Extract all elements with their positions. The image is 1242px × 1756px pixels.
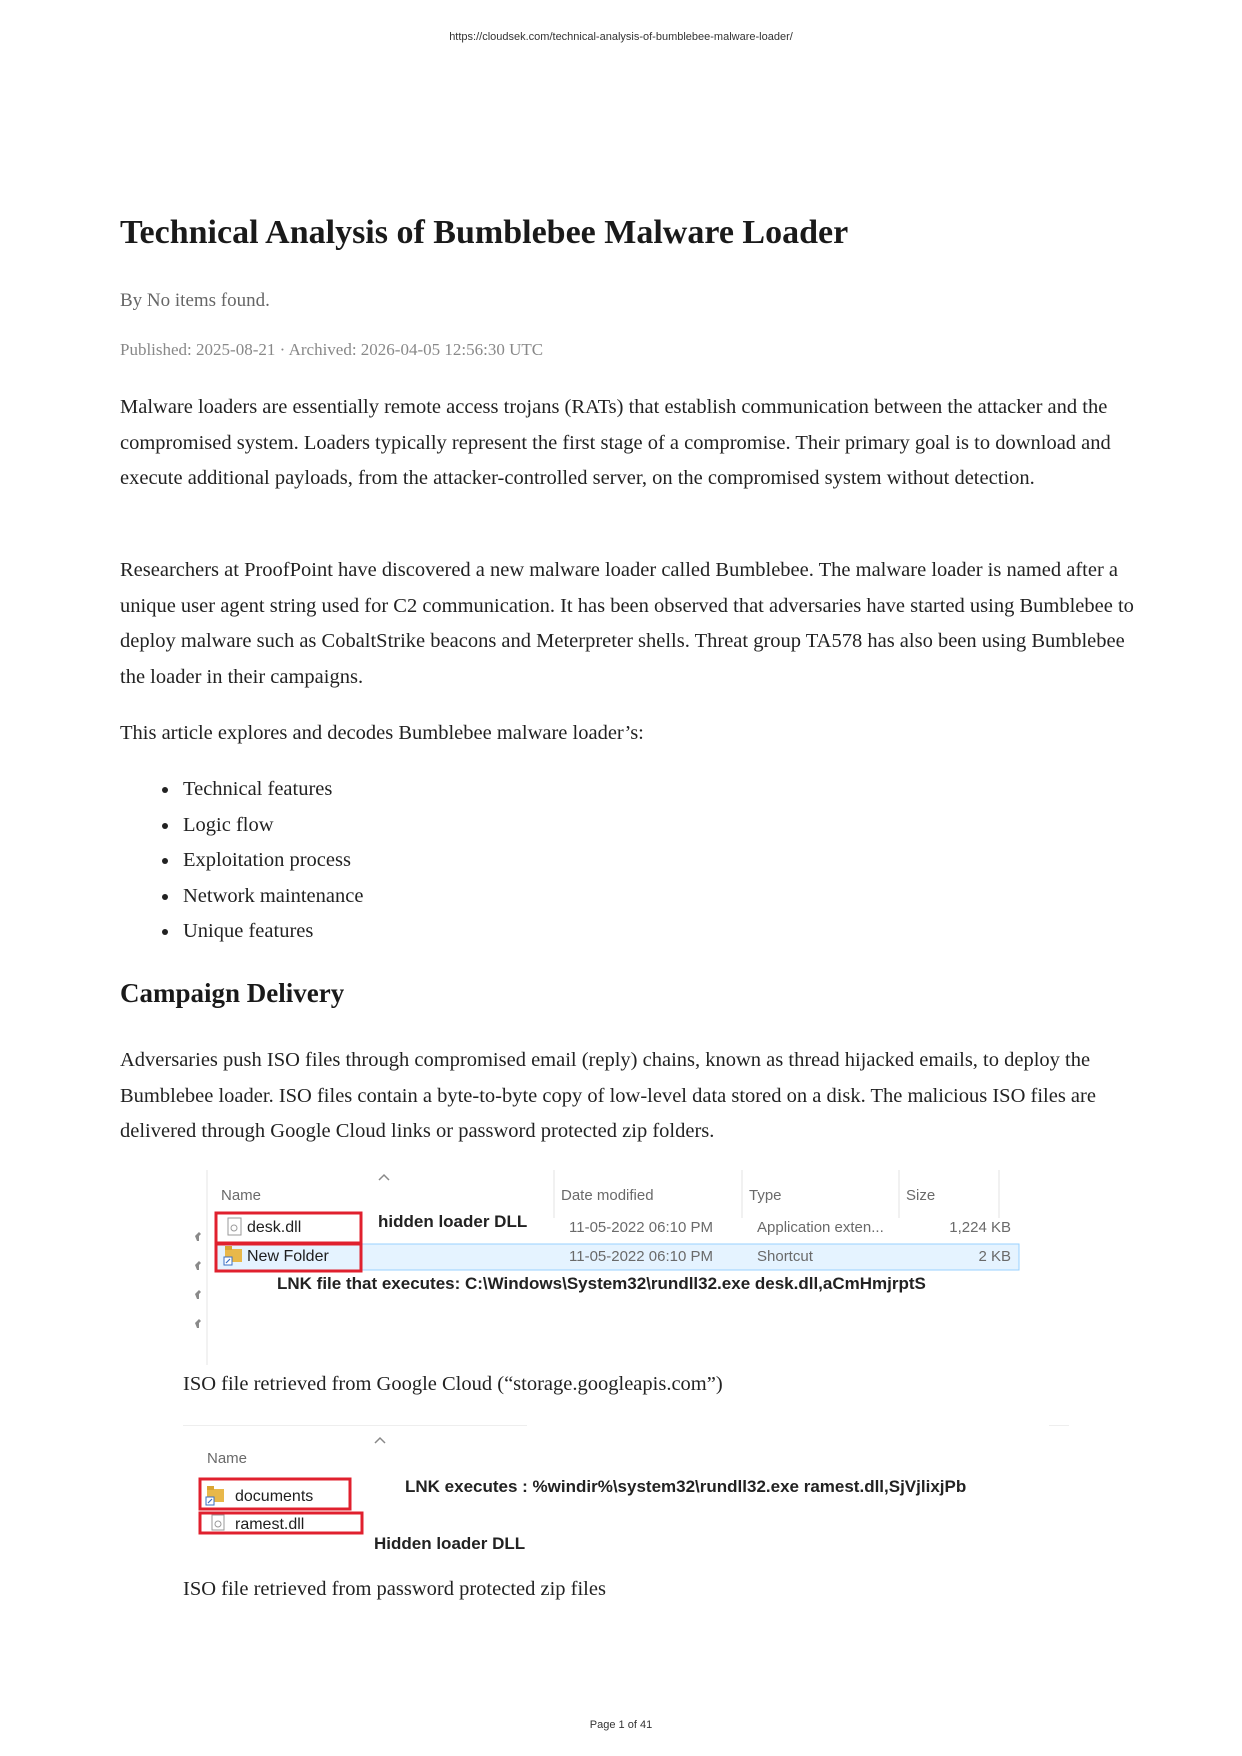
- paragraph-proofpoint: Researchers at ProofPoint have discovered a new malware loader called Bumblebee. The malware loader is named after a unique user agent string used for C2 communication. It has been observed that adversaries have started using Bumblebee to deploy malware such as CobaltStrike beacons and Meterpreter shells. Threat group TA578 has also been using Bumblebee the loader in their campaigns.: [120, 559, 1134, 688]
- table-row: [228, 1218, 1011, 1236]
- figure-explorer-google-cloud: [195, 1170, 1125, 1365]
- list-item: Network maintenance: [183, 879, 363, 915]
- file-type: Application exten...: [757, 1219, 884, 1236]
- file-type: Shortcut: [757, 1248, 813, 1265]
- file-name: documents: [235, 1488, 314, 1505]
- file-name: ramest.dll: [235, 1516, 305, 1533]
- list-item: Exploitation process: [183, 843, 363, 879]
- dll-file-icon: [228, 1218, 241, 1235]
- feature-list: [120, 772, 363, 950]
- table-row: [206, 1486, 313, 1505]
- table-row: [212, 1515, 304, 1533]
- pin-icon: [195, 1232, 201, 1328]
- annotation-hidden-loader: hidden loader DLL: [378, 1212, 528, 1231]
- section-heading: Campaign Delivery: [120, 978, 345, 1008]
- chevron-up-icon: [379, 1175, 389, 1180]
- paragraph-campaign: Adversaries push ISO files through compromised email (reply) chains, known as thread hijacked emails, to deploy the Bumblebee loader. ISO files contain a byte-to-byte copy of low-level data stored on a disk. The malicious ISO files are delivered through Google Cloud links or password protected zip folders.: [120, 1049, 1096, 1142]
- figure-caption: ISO file retrieved from password protected zip files: [183, 1578, 606, 1600]
- column-header-date: Date modified: [561, 1187, 654, 1204]
- publish-meta: Published: 2025-08-21 · Archived: 2026-04-05 12:56:30 UTC: [120, 340, 544, 359]
- figure-explorer-zip: [183, 1425, 1083, 1570]
- paragraph-intro: Malware loaders are essentially remote access trojans (RATs) that establish communication between the attacker and the compromised system. Loaders typically represent the first stage of a compromise. Their primary goal is to download and execute additional payloads, from the attacker-controlled server, on the compromised system without detection.: [120, 396, 1111, 489]
- paragraph-explores: This article explores and decodes Bumblebee malware loader’s:: [120, 722, 644, 744]
- chevron-up-icon: [375, 1438, 385, 1443]
- file-size: 2 KB: [978, 1248, 1011, 1265]
- annotation-lnk: LNK executes : %windir%\system32\rundll32.exe ramest.dll,SjVjlixjPb: [405, 1477, 967, 1496]
- file-name: desk.dll: [247, 1219, 302, 1236]
- list-item: Unique features: [183, 914, 363, 950]
- annotation-lnk: LNK file that executes: C:\Windows\System32\rundll32.exe desk.dll,aCmHmjrptS: [277, 1274, 926, 1293]
- column-header-name: Name: [207, 1450, 248, 1467]
- source-url: https://cloudsek.com/technical-analysis-of-bumblebee-malware-loader/: [449, 31, 793, 43]
- dll-file-icon: [212, 1515, 224, 1530]
- figure-caption: ISO file retrieved from Google Cloud (“storage.googleapis.com”): [183, 1373, 723, 1395]
- annotation-hidden-loader: Hidden loader DLL: [374, 1534, 526, 1553]
- page-number: Page 1 of 41: [589, 1719, 653, 1731]
- file-size: 1,224 KB: [949, 1219, 1011, 1236]
- shortcut-folder-icon: [206, 1486, 224, 1505]
- column-header-type: Type: [749, 1187, 782, 1204]
- byline: By No items found.: [120, 290, 270, 311]
- list-item: Logic flow: [183, 808, 363, 844]
- file-date: 11-05-2022 06:10 PM: [569, 1248, 713, 1265]
- column-header-name: Name: [221, 1187, 262, 1204]
- list-item: Technical features: [183, 772, 363, 808]
- file-name: New Folder: [247, 1248, 329, 1265]
- file-date: 11-05-2022 06:10 PM: [569, 1219, 713, 1236]
- page-title: Technical Analysis of Bumblebee Malware Loader: [120, 214, 849, 251]
- column-header-size: Size: [906, 1187, 936, 1204]
